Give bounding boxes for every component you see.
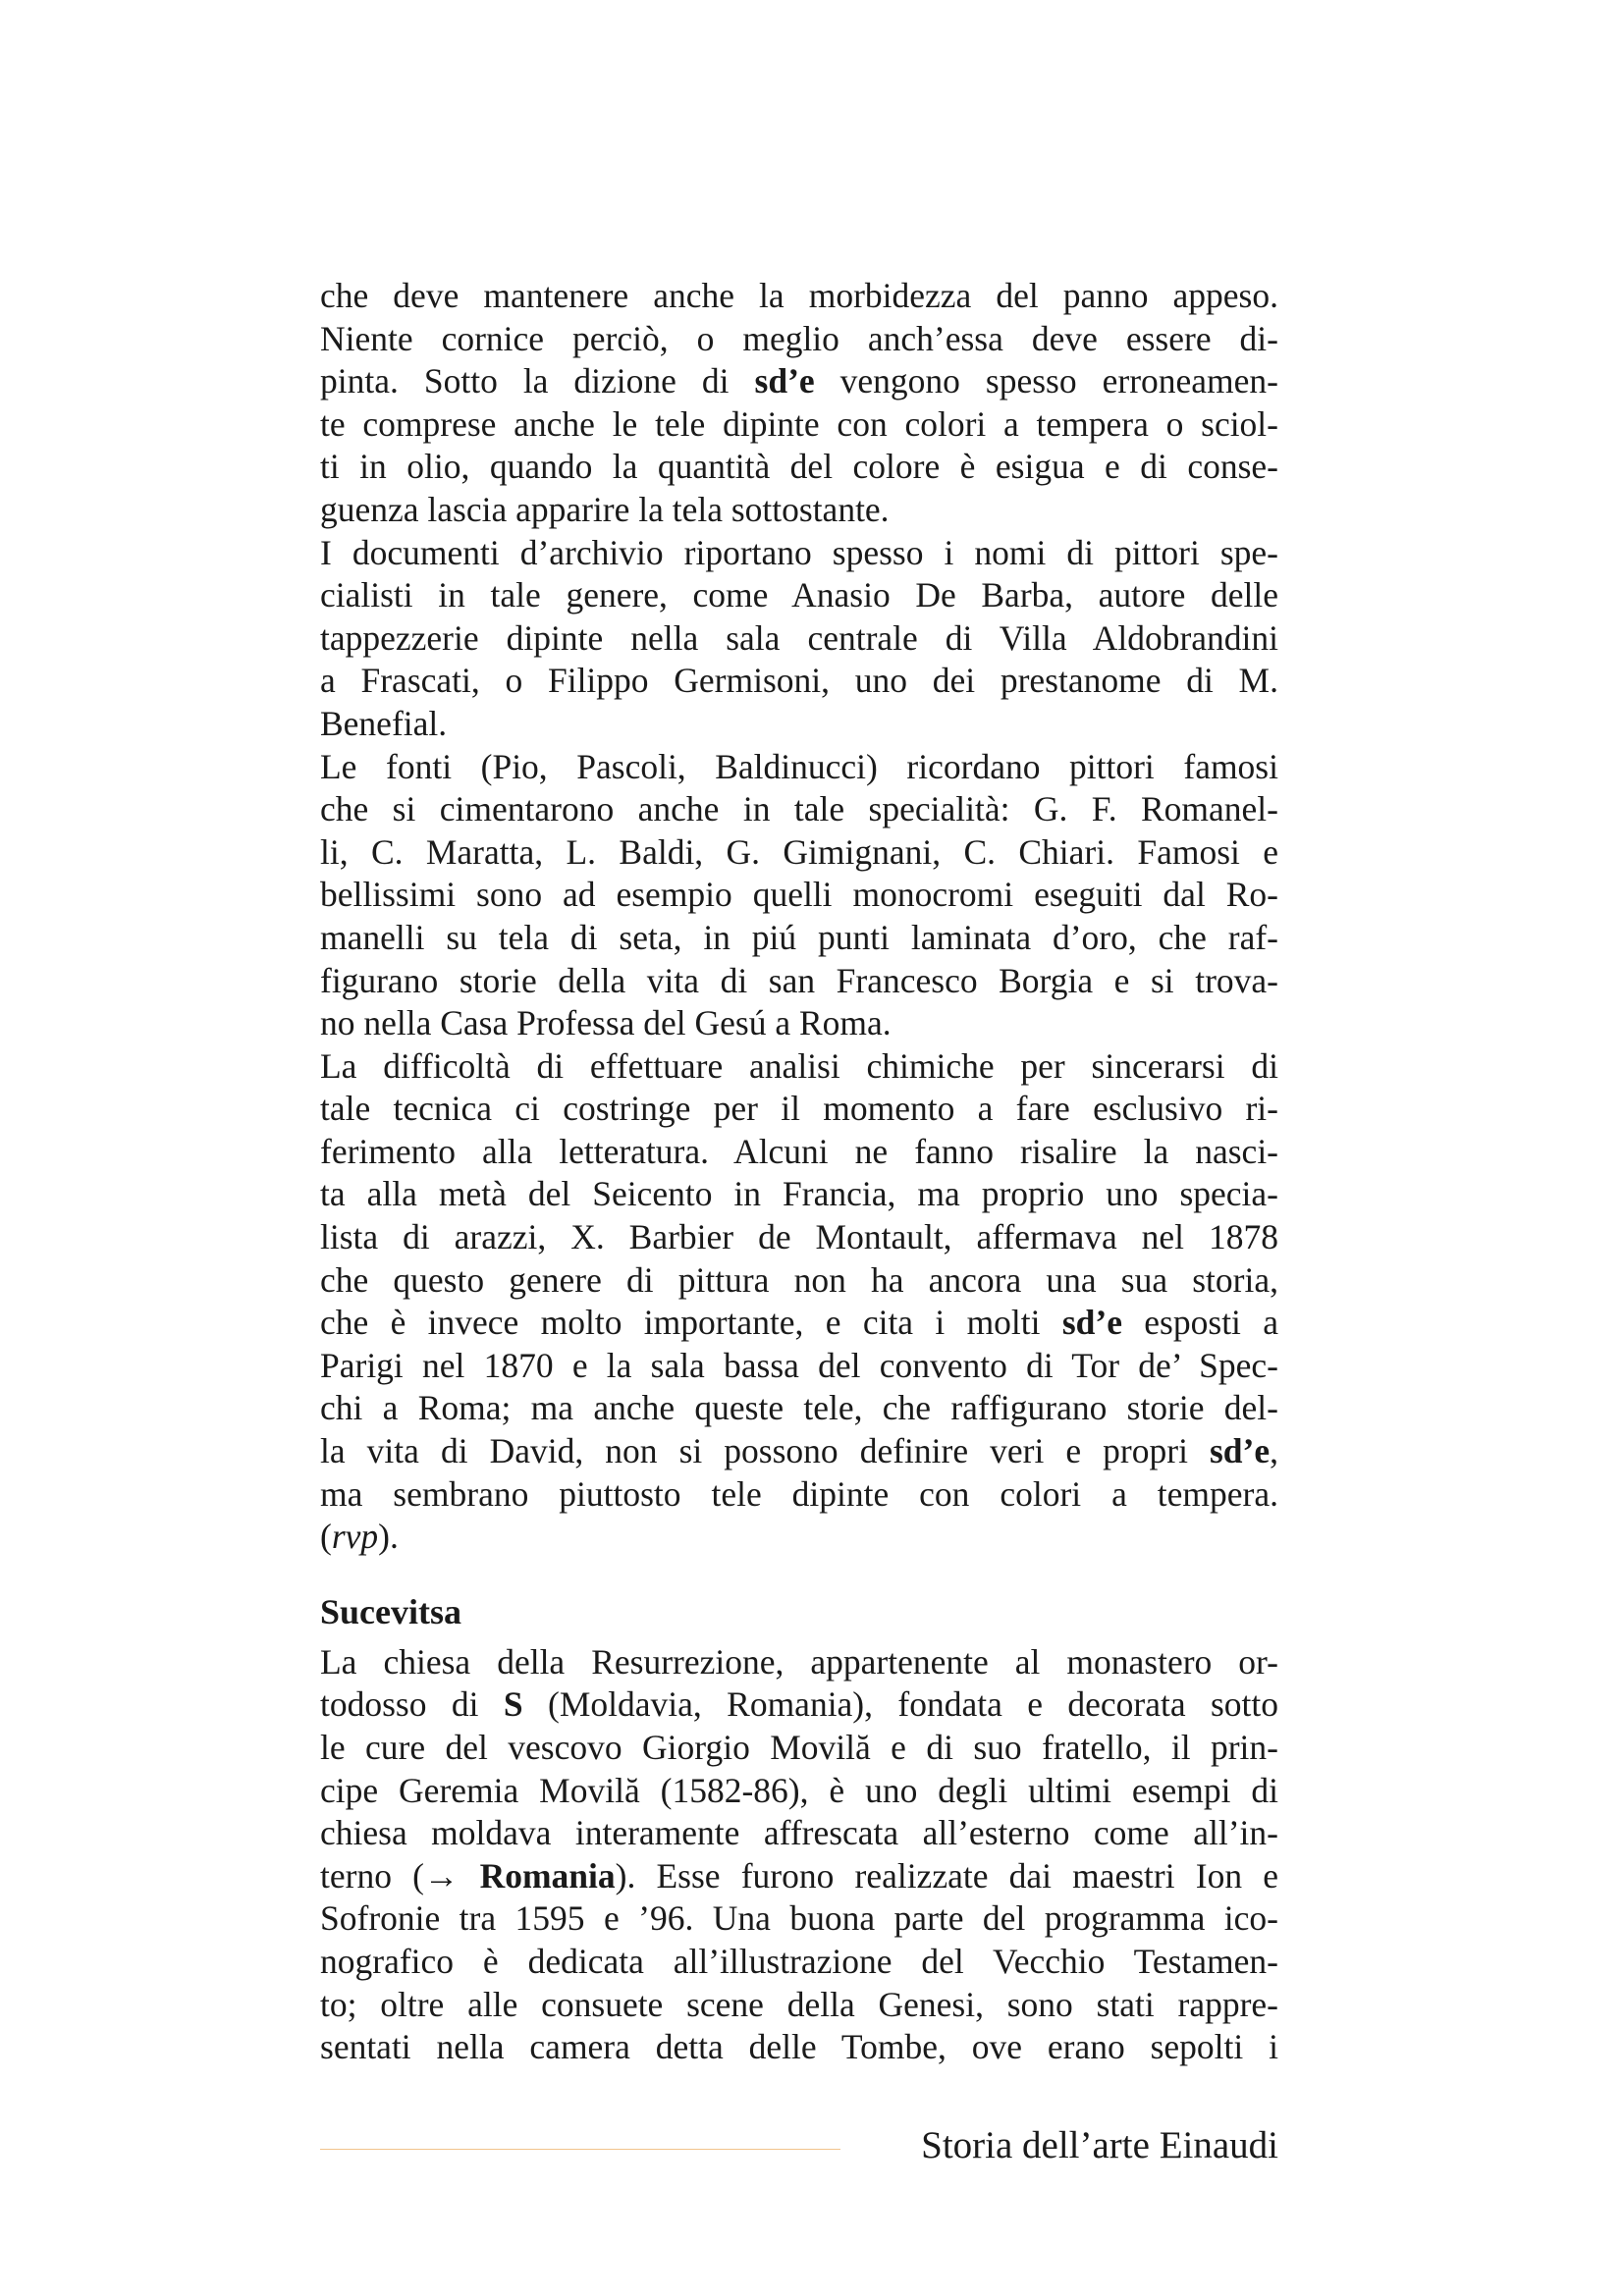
text-line: to; oltre alle consuete scene della Genesi, sono stati rappre- [320, 1984, 1278, 2024]
text-run: pinta. Sotto la dizione di [320, 361, 755, 401]
text-line: che deve mantenere anche la morbidezza del panno appeso. [320, 276, 1278, 315]
text-run: , [1270, 1431, 1278, 1471]
cross-reference: Romania [479, 1855, 616, 1896]
text-run: esposti a [1121, 1303, 1278, 1343]
paragraph [320, 275, 1278, 532]
text-run: la vita di David, non si possono definire veri e propri [320, 1431, 1210, 1471]
text-line: bellissimi sono ad esempio quelli monocromi eseguiti dal Ro- [320, 875, 1278, 915]
text-line: I documenti d’archivio riportano spesso i nomi di pittori spe- [320, 532, 1278, 572]
text-line: che questo genere di pittura non ha ancora una sua storia, [320, 1259, 1278, 1300]
entry-heading: Sucevitsa [320, 1591, 461, 1631]
footer-title: Storia dell’arte Einaudi [921, 2124, 1278, 2166]
text-line: a Frascati, o Filippo Germisoni, uno dei prestanome di M. [320, 661, 1278, 701]
text-line [320, 1683, 1278, 1727]
text-run: (Moldavia, Romania), fondata e decorata sotto [522, 1684, 1278, 1725]
sde-term: sd’e [754, 361, 815, 401]
text-line: chi a Roma; ma anche queste tele, che raffigurano storie del- [320, 1388, 1278, 1428]
text-line: no nella Casa Professa del Gesú a Roma. [320, 1003, 892, 1043]
text-line [320, 1302, 1278, 1345]
text-run: vengono spesso erroneamen- [814, 361, 1278, 401]
text-line: guenza lascia apparire la tela sottostante. [320, 489, 890, 529]
text-run: che è invece molto importante, e cita i molti [320, 1303, 1062, 1343]
text-line: nografico è dedicata all’illustrazione del Vecchio Testamen- [320, 1941, 1278, 1981]
paragraph [320, 532, 1278, 746]
text-line: che si cimentarono anche in tale specialità: G. F. Romanel- [320, 789, 1278, 829]
text-line: figurano storie della vita di san Francesco Borgia e si trova- [320, 960, 1278, 1000]
paragraph [320, 1641, 1278, 2069]
sde-term: sd’e [1209, 1431, 1271, 1471]
text-line: La chiesa della Resurrezione, appartenente al monastero or- [320, 1641, 1278, 1682]
text-line: le cure del vescovo Giorgio Movilă e di suo fratello, il prin- [320, 1728, 1278, 1767]
text-line: cialisti in tale genere, come Anasio De Barba, autore delle [320, 575, 1278, 615]
text-line: te comprese anche le tele dipinte con colori a tempera o sciol- [320, 403, 1278, 444]
text-line: tappezzerie dipinte nella sala centrale di Villa Aldobrandini [320, 617, 1278, 658]
text-line: sentati nella camera detta delle Tombe, ove erano sepolti i [320, 2027, 1278, 2067]
author-initials: rvp [331, 1517, 379, 1557]
text-line [320, 1430, 1278, 1473]
text-run: terno (→ [320, 1855, 480, 1896]
text-line: Le fonti (Pio, Pascoli, Baldinucci) ricordano pittori famosi [320, 746, 1278, 786]
paragraph [320, 746, 1278, 1045]
text-line: La difficoltà di effettuare analisi chimiche per sincerarsi di [320, 1045, 1278, 1086]
text-line: manelli su tela di seta, in piú punti laminata d’oro, che raf- [320, 917, 1278, 957]
text-column [320, 275, 1278, 2069]
text-line: ferimento alla letteratura. Alcuni ne fanno risalire la nasci- [320, 1131, 1278, 1171]
text-line: lista di arazzi, X. Barbier de Montault, affermava nel 1878 [320, 1217, 1278, 1257]
text-line: cipe Geremia Movilă (1582-86), è uno degli ultimi esempi di [320, 1770, 1278, 1810]
text-run: ). [378, 1517, 399, 1557]
text-run: ). Esse furono realizzate dai maestri Ion e [615, 1855, 1278, 1896]
text-line: Parigi nel 1870 e la sala bassa del convento di Tor de’ Spec- [320, 1345, 1278, 1385]
footer-rule [320, 2149, 840, 2150]
text-line [320, 1516, 1278, 1559]
text-run: todosso di [320, 1684, 504, 1725]
text-line: ta alla metà del Seicento in Francia, ma proprio uno specia- [320, 1174, 1278, 1214]
text-run: ( [320, 1517, 332, 1557]
sde-term: sd’e [1061, 1303, 1122, 1343]
text-line: Benefial. [320, 703, 448, 743]
text-line: Niente cornice perciò, o meglio anch’essa deve essere di- [320, 318, 1278, 358]
text-line [320, 1855, 1278, 1898]
text-line: tale tecnica ci costringe per il momento a fare esclusivo ri- [320, 1089, 1278, 1129]
text-line [320, 360, 1278, 403]
text-line: chiesa moldava interamente affrescata all’esterno come all’in- [320, 1813, 1278, 1853]
paragraph [320, 1045, 1278, 1559]
entry-abbrev: S [503, 1684, 523, 1725]
text-line: ma sembrano piuttosto tele dipinte con colori a tempera. [320, 1473, 1278, 1514]
text-line: ti in olio, quando la quantità del colore è esigua e di conse- [320, 447, 1278, 487]
text-line: Sofronie tra 1595 e ’96. Una buona parte del programma ico- [320, 1898, 1278, 1939]
text-line: li, C. Maratta, L. Baldi, G. Gimignani, C. Chiari. Famosi e [320, 831, 1278, 872]
